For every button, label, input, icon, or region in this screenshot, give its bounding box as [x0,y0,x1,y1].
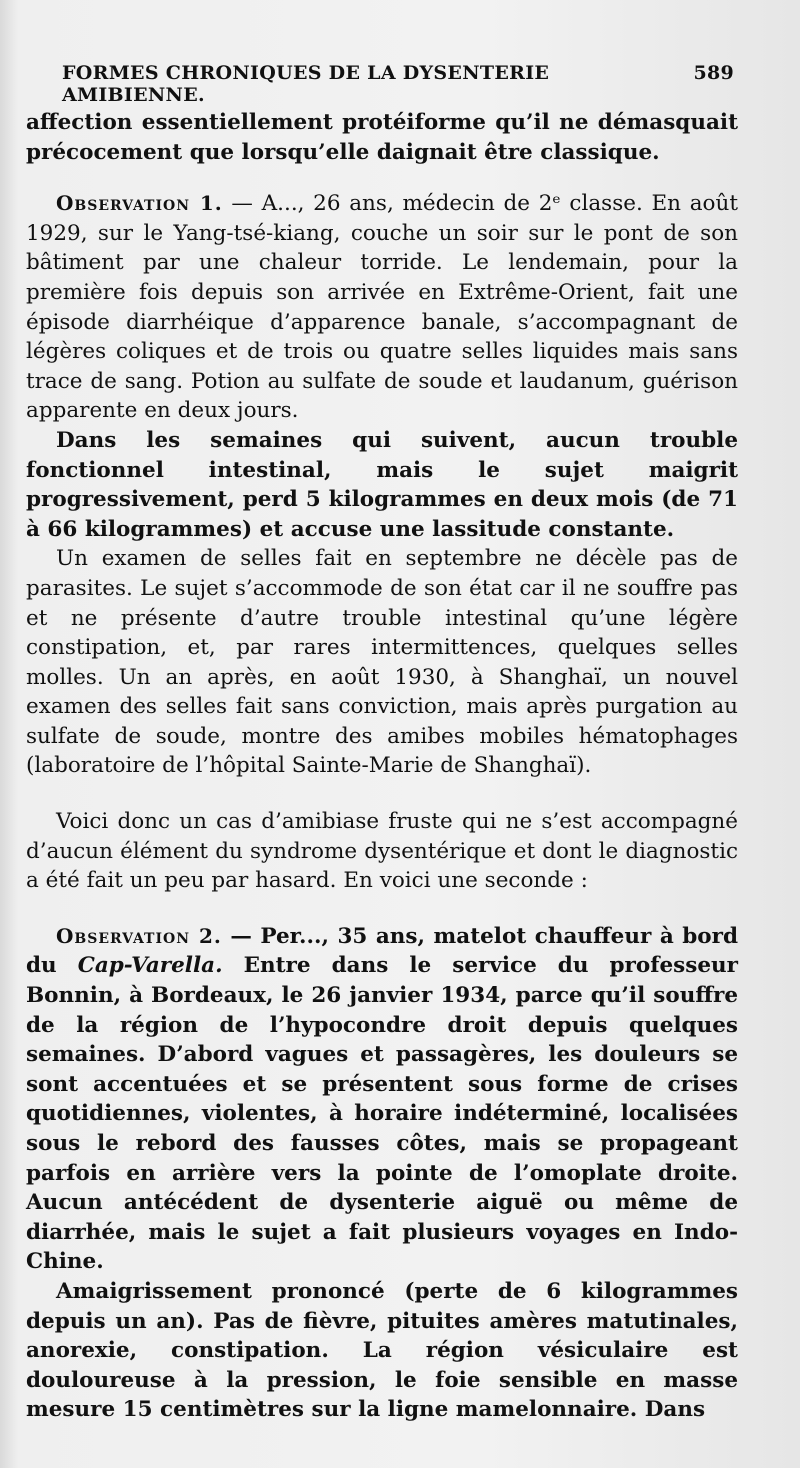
paragraph-weight-loss: Dans les semaines qui suivent, aucun trouble fonctionnel intestinal, mais le sujet maigrit progressivement, perd 5 kilogrammes en deux mois (de 71 à 66 kilogrammes) et accuse une lassitude constante. [26,427,738,542]
page-body [26,108,738,1425]
observation-2-label: Observation 2. [56,923,222,948]
ship-name: Cap-Varella. [77,953,223,979]
running-title: FORMES CHRONIQUES DE LA DYSENTERIE AMIBIENNE. [62,62,550,106]
observation-1-label: Observation 1. [56,191,223,216]
page-number: 589 [693,62,734,84]
paragraph-stool-exam: Un examen de selles fait en septembre ne décèle pas de parasites. Le sujet s’accommode de son état car il ne souffre pas et ne présente d’autre trouble intestinal qu’une légère constipation, et, par rares intermittences, quelques selles molles. Un an après, en août 1930, à Shanghaï, un nouvel examen des selles fait sans conviction, mais après purgation au sulfate de soude, montre des amibes mobiles hématophages (laboratoire de l’hôpital Sainte-Marie de Shanghaï). [26,546,738,779]
page-header [62,62,734,106]
paragraph-summary: Voici donc un cas d’amibiase fruste qui ne s’est accompagné d’aucun élément du syndrome dysentérique et dont le diagnostic a été fait un peu par hasard. En voici une seconde : [26,809,738,894]
observation-2-pre: — Per..., 35 ans, matelot chauffeur à bord du [26,923,738,979]
observation-2-post: Entre dans le service du professeur Bonnin, à Bordeaux, le 26 janvier 1934, parce qu’il souffre de la région de l’hypocondre droit depuis quelques semaines. D’abord vagues et passagères, les douleurs se sont accentuées et se présentent sous forme de crises quotidiennes, violentes, à horaire indéterminé, localisées sous le rebord des fausses côtes, mais se propageant parfois en arrière vers la pointe de l’omoplate droite. Aucun antécédent de dysenterie aiguë ou même de diarrhée, mais le sujet a fait plusieurs voyages en Indo-Chine. [26,953,738,1275]
paragraph-continuation: affection essentiellement protéiforme qu’il ne démasquait précocement que lorsqu’elle daignait être classique. [26,110,738,165]
paragraph-symptoms: Amaigrissement prononcé (perte de 6 kilogrammes depuis un an). Pas de fièvre, pituites amères matutinales, anorexie, constipation. La région vésiculaire est douloureuse à la pression, le foie sensible en masse mesure 15 centimètres sur la ligne mamelonnaire. Dans [26,1278,738,1423]
observation-1-text: — A..., 26 ans, médecin de 2ᵉ classe. En août 1929, sur le Yang-tsé-kiang, couche un soir sur le pont de son bâtiment par une chaleur torride. Le lendemain, pour la première fois depuis son arrivée en Extrême-Orient, fait une épisode diarrhéique d’apparence banale, s’accompagnant de légères coliques et de trois ou quatre selles liquides mais sans trace de sang. Potion au sulfate de soude et laudanum, guérison apparente en deux jours. [26,191,738,424]
observation-1 [26,189,738,426]
observation-2 [26,922,738,1277]
